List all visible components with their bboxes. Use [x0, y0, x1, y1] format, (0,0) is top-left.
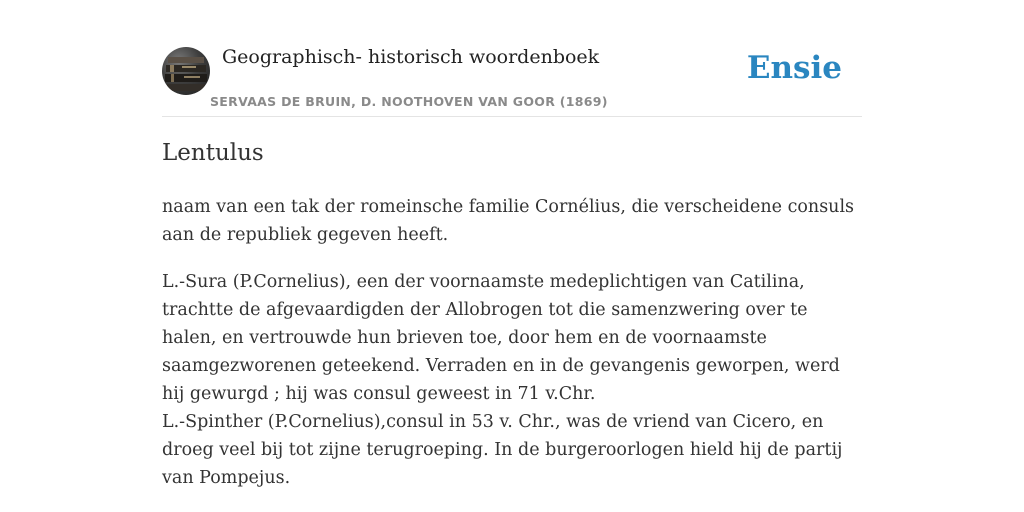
- book-cover-icon[interactable]: [162, 47, 210, 95]
- entry-paragraph: naam van een tak der romeinsche familie Cornélius, die verscheidene consuls aan de republiek gegeven heeft.: [162, 197, 855, 245]
- entry-body: [162, 193, 862, 492]
- ensie-logo-link[interactable]: Ensie: [746, 50, 842, 86]
- entry-title: Lentulus: [162, 140, 264, 166]
- entry-paragraph: L.-Spinther (P.Cornelius),consul in 53 v. Chr., was de vriend van Cicero, en droeg veel bij tot zijne terugroeping. In de burgeroorlogen hield hij de partij van Pompejus.: [162, 412, 843, 488]
- book-title-link[interactable]: Geographisch- historisch woordenboek: [222, 46, 600, 68]
- book-authors: SERVAAS DE BRUIN, D. NOOTHOVEN VAN GOOR (1869): [210, 94, 608, 109]
- source-header: [162, 44, 862, 117]
- entry-paragraph: L.-Sura (P.Cornelius), een der voornaamste medeplichtigen van Catilina, trachtte de afgevaardigden der Allobrogen tot die samenzwering over te halen, en vertrouwde hun brieven toe, door hem en de voornaamste saamgezworenen geteekend. Verraden en in de gevangenis geworpen, werd hij gewurgd ; hij was consul geweest in 71 v.Chr.: [162, 272, 840, 404]
